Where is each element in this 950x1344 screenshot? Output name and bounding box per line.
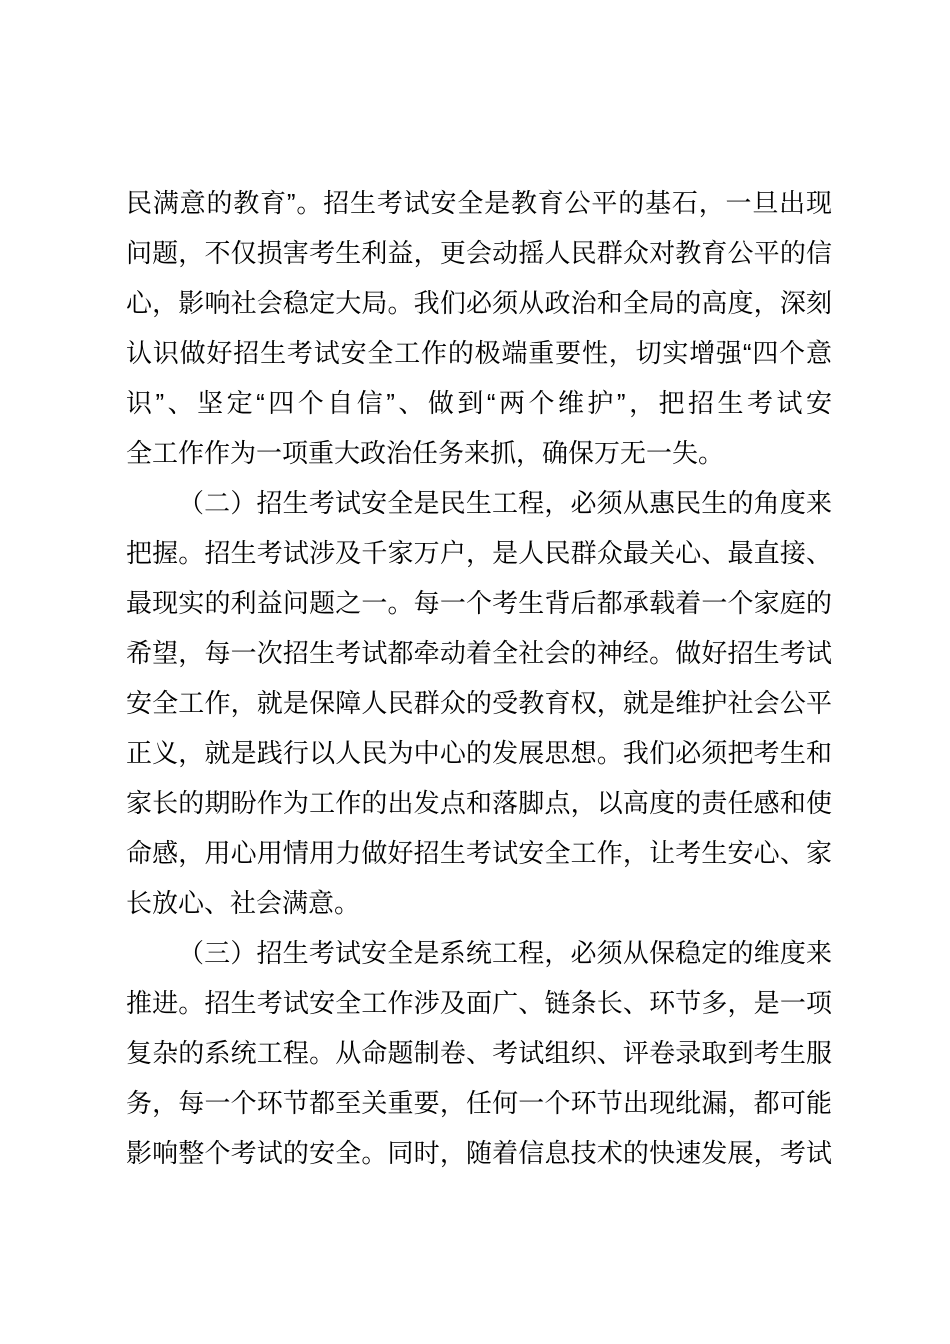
text-line: 识”、坚定“四个自信”、做到“两个维护”，把招生考试安 [126,388,832,418]
text-line: 复杂的系统工程。从命题制卷、考试组织、评卷录取到考生服 [126,1038,832,1068]
text-line: 希望，每一次招生考试都牵动着全社会的神经。做好招生考试 [126,638,832,668]
paragraph [126,928,832,1178]
text-line: 家长的期盼作为工作的出发点和落脚点，以高度的责任感和使 [126,788,832,818]
paragraph [126,178,832,478]
text-line: 全工作作为一项重大政治任务来抓，确保万无一失。 [126,438,725,468]
text-line: 影响整个考试的安全。同时，随着信息技术的快速发展，考试 [126,1138,832,1168]
paragraph [126,478,832,928]
text-line: （二）招生考试安全是民生工程，必须从惠民生的角度来 [178,488,832,518]
text-line: 长放心、社会满意。 [126,888,361,918]
document-text-block [126,178,832,1178]
text-line: 推进。招生考试安全工作涉及面广、链条长、环节多，是一项 [126,988,832,1018]
text-line: 民满意的教育”。招生考试安全是教育公平的基石，一旦出现 [126,188,832,218]
text-line: 务，每一个环节都至关重要，任何一个环节出现纰漏，都可能 [126,1088,832,1118]
text-line: 最现实的利益问题之一。每一个考生背后都承载着一个家庭的 [126,588,832,618]
text-line: 安全工作，就是保障人民群众的受教育权，就是维护社会公平 [126,688,832,718]
text-line: 心，影响社会稳定大局。我们必须从政治和全局的高度，深刻 [126,288,832,318]
text-line: 把握。招生考试涉及千家万户，是人民群众最关心、最直接、 [126,538,832,568]
text-line: （三）招生考试安全是系统工程，必须从保稳定的维度来 [178,938,832,968]
text-line: 问题，不仅损害考生利益，更会动摇人民群众对教育公平的信 [126,238,832,268]
text-line: 认识做好招生考试安全工作的极端重要性，切实增强“四个意 [126,338,832,368]
text-line: 正义，就是践行以人民为中心的发展思想。我们必须把考生和 [126,738,832,768]
text-line: 命感，用心用情用力做好招生考试安全工作，让考生安心、家 [126,838,832,868]
